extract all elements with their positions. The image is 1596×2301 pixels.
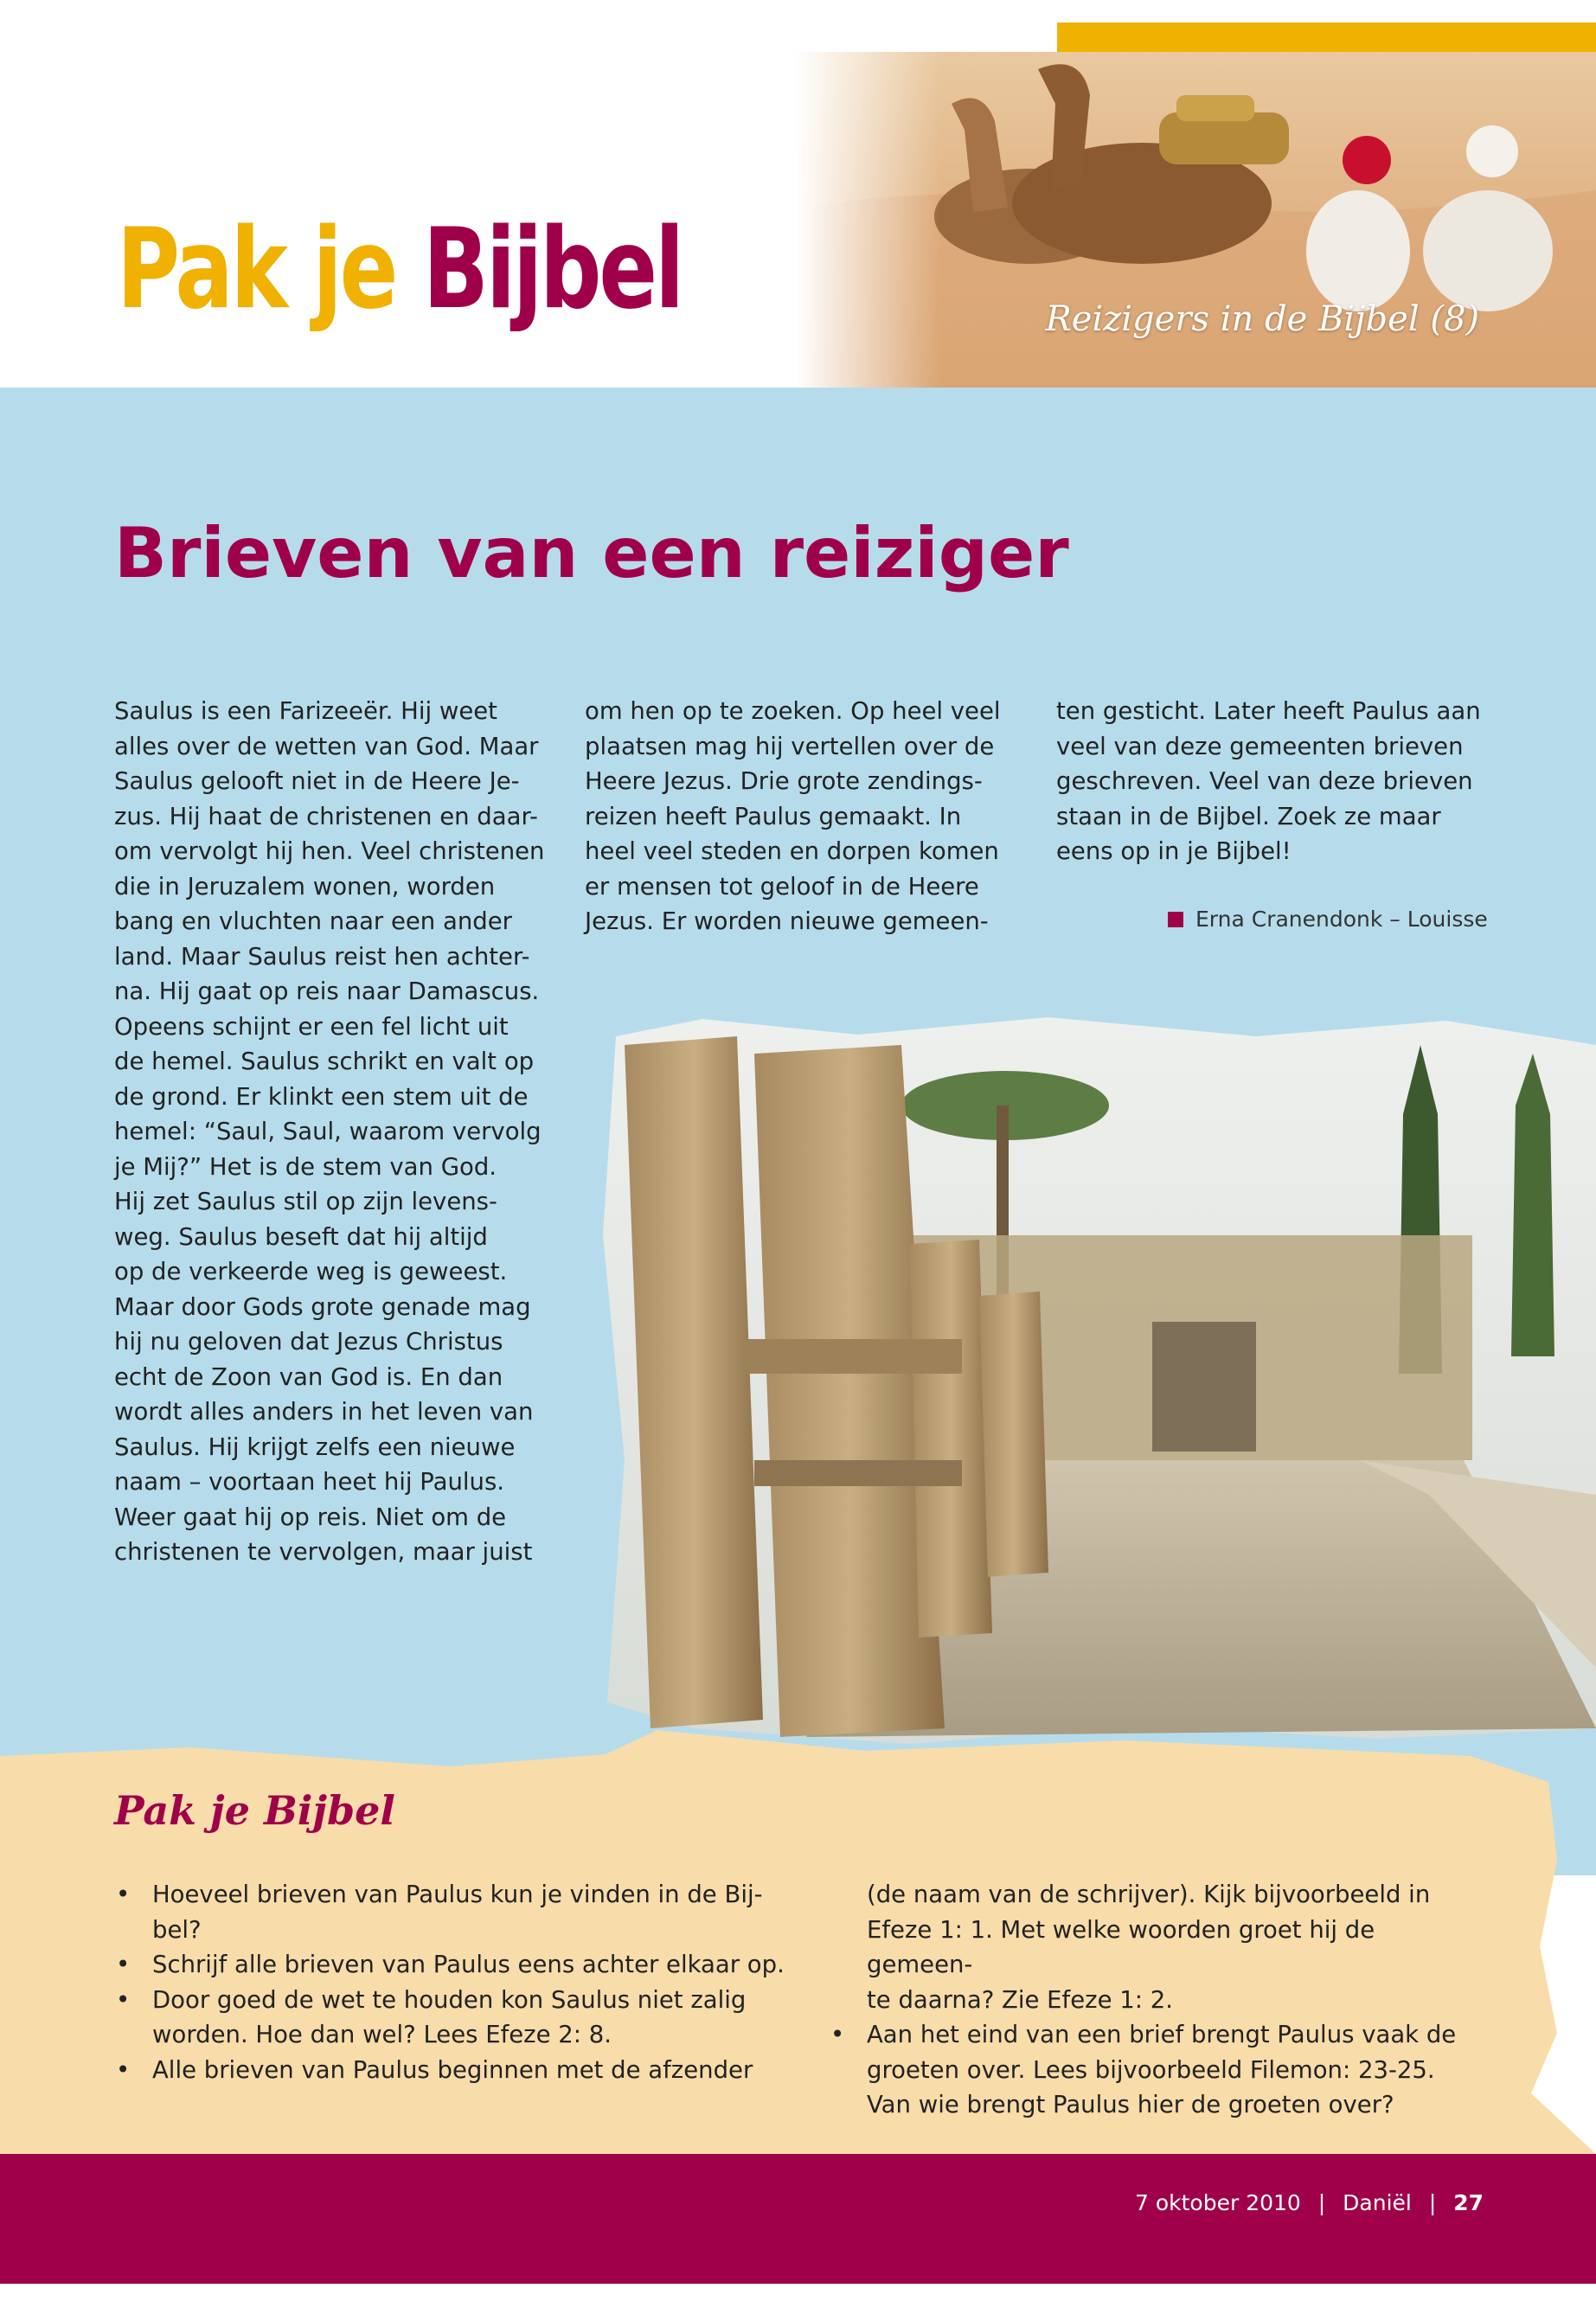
bullet-icon: • xyxy=(116,1881,131,1908)
bullet-icon: • xyxy=(116,2055,131,2084)
author-name: Erna Cranendonk – Louisse xyxy=(1195,907,1488,932)
list-item: • Door goed de wet te houden kon Saulus niet zalig worden. Hoe dan wel? Lees Efeze 2: 8. xyxy=(114,1983,798,2053)
author-byline xyxy=(1168,907,1488,932)
series-label: Reizigers in de Bijbel (8) xyxy=(1045,299,1479,339)
page-header xyxy=(0,0,1596,388)
article-column-1 xyxy=(114,694,564,1570)
magazine-section-logo xyxy=(117,205,683,334)
list-item-continuation: (de naam van de schrijver). Kijk bijvoorbeeld in Efeze 1: 1. Met welke woorden groet hij de gemeen- te daarna? Zie Efeze 1: 2. xyxy=(867,1881,1431,2014)
bullet-icon: • xyxy=(116,1951,131,1978)
page-footer xyxy=(0,2154,1596,2284)
article-text-col3: ten gesticht. Later heeft Paulus aan veel van deze gemeenten brieven geschreven. Veel van deze brieven staan in de Bijbel. Zoek ze maar eens op in je Bijbel! xyxy=(1056,697,1481,865)
list-item: • Aan het eind van een brief brengt Paulus vaak de groeten over. Lees bijvoorbeeld Filemon: 23-25. Van wie brengt Paulus hier de groeten over? xyxy=(829,2017,1486,2123)
footer-info xyxy=(1135,2190,1484,2215)
bullet-icon: • xyxy=(830,2021,845,2048)
logo-word-je: je xyxy=(312,205,396,334)
list-item: • Schrijf alle brieven van Paulus eens achter elkaar op. xyxy=(114,1947,798,1983)
quiz-list-left xyxy=(114,1877,798,2087)
byline-square-icon xyxy=(1168,912,1183,927)
list-item: • Alle brieven van Paulus beginnen met de afzender xyxy=(114,2053,798,2088)
bottom-margin xyxy=(0,2284,1596,2301)
bullet-icon: • xyxy=(116,1985,131,2014)
footer-separator: | xyxy=(1317,2190,1326,2215)
article-text-col2: om hen op te zoeken. Op heel veel plaatsen mag hij vertellen over de Heere Jezus. Drie grote zendings- reizen heeft Paulus gemaakt. In heel veel steden en dorpen komen er mensen tot geloof in de Heere Jezus. Er worden nieuwe gemeen- xyxy=(585,697,1001,935)
article-title: Brieven van een reiziger xyxy=(114,513,1069,593)
logo-word-pak: Pak xyxy=(117,205,285,334)
quiz-title: Pak je Bijbel xyxy=(114,1787,395,1834)
logo-word-bijbel: Bijbel xyxy=(422,205,683,334)
page-number: 27 xyxy=(1453,2190,1484,2215)
magazine-name: Daniël xyxy=(1343,2190,1412,2215)
article-column-3 xyxy=(1056,694,1506,869)
issue-date: 7 oktober 2010 xyxy=(1135,2190,1301,2215)
footer-separator: | xyxy=(1428,2190,1437,2215)
quiz-list-right xyxy=(829,1877,1486,2123)
ruins-photo xyxy=(599,1010,1596,1756)
article-text-col1: Saulus is een Farizeeër. Hij weet alles over de wetten van God. Maar Saulus gelooft niet in de Heere Je- zus. Hij haat de christenen en daar- om vervolgt hij hen. Veel christenen die in Jeruzalem wonen, worden bang en vluchten naar een ander land. Maar Saulus reist hen achter- na. Hij gaat op reis naar Damascus. Opeens schijnt er een fel licht uit de hemel. Saulus schrikt en valt op de grond. Er klinkt een stem uit de hemel: “Saul, Saul, waarom vervolg je Mij?” Het is de stem van God. Hij zet Saulus stil op zijn levens- weg. Saulus beseft dat hij altijd op de verkeerde weg is geweest. Maar door Gods grote genade mag hij nu geloven dat Jezus Christus echt de Zoon van God is. En dan wordt alles anders in het leven van Saulus. Hij krijgt zelfs een nieuwe naam – voortaan heet hij Paulus. Weer gaat hij op reis. Niet om de christenen te vervolgen, maar juist xyxy=(114,697,545,1566)
list-item: • Hoeveel brieven van Paulus kun je vinden in de Bij- bel? xyxy=(114,1877,798,1947)
article-column-2 xyxy=(585,694,1035,939)
